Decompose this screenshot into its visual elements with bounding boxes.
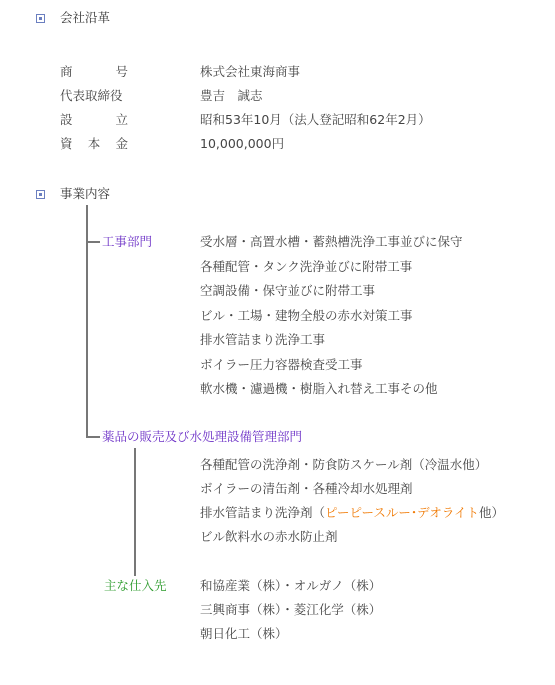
list-item: ビル・工場・建物全般の赤水対策工事 [200,308,413,323]
info-value-trade-name: 株式会社東海商事 [200,64,301,79]
construction-division-label: 工事部門 [102,234,153,249]
company-history-heading: 会社沿革 [60,10,111,25]
list-item: 空調設備・保守並びに附帯工事 [200,283,376,298]
list-item: ビル飲料水の赤水防止剤 [200,529,338,544]
list-item: 各種配管の洗浄剤・防食防スケール剤（冷温水他） [200,457,488,472]
business-heading: 事業内容 [60,186,111,201]
tree-branch-chemicals [86,436,100,438]
tree-sub-line [134,448,136,576]
info-value-capital: 10,000,000円 [200,136,285,151]
info-label-established: 設 立 [60,112,128,127]
list-item-drain-cleaner: 排水管詰まり洗浄剤（ピーピースルー･デオライト他） [200,505,505,520]
chemicals-division-label: 薬品の販売及び水処理設備管理部門 [102,429,303,444]
tree-main-line [86,205,88,437]
list-item: 三興商事（株）・菱江化学（株） [200,602,382,617]
list-item: 排水管詰まり洗浄工事 [200,332,326,347]
list-item: 各種配管・タンク洗浄並びに附帯工事 [200,259,413,274]
section-bullet-icon [36,14,45,23]
list-item: ボイラーの清缶剤・各種冷却水処理剤 [200,481,413,496]
info-label-trade-name: 商 号 [60,64,128,79]
info-label-capital: 資 本 金 [60,136,128,151]
info-value-established: 昭和53年10月（法人登記昭和62年2月） [200,112,431,127]
list-item: 軟水機・濾過機・樹脂入れ替え工事その他 [200,381,438,396]
list-item: 受水層・高置水槽・蓄熱槽洗浄工事並びに保守 [200,234,463,249]
tree-branch-construction [86,241,100,243]
product-highlight: ピーピースルー･デオライト [325,505,480,520]
info-label-representative: 代表取締役 [60,88,123,103]
info-value-representative: 豊吉 誠志 [200,88,263,103]
list-item: 和協産業（株）・オルガノ（株） [200,578,382,593]
section-bullet-icon [36,190,45,199]
list-item: 朝日化工（株） [200,626,288,641]
suppliers-label: 主な仕入先 [104,578,167,593]
list-item: ボイラー圧力容器検査受工事 [200,357,363,372]
